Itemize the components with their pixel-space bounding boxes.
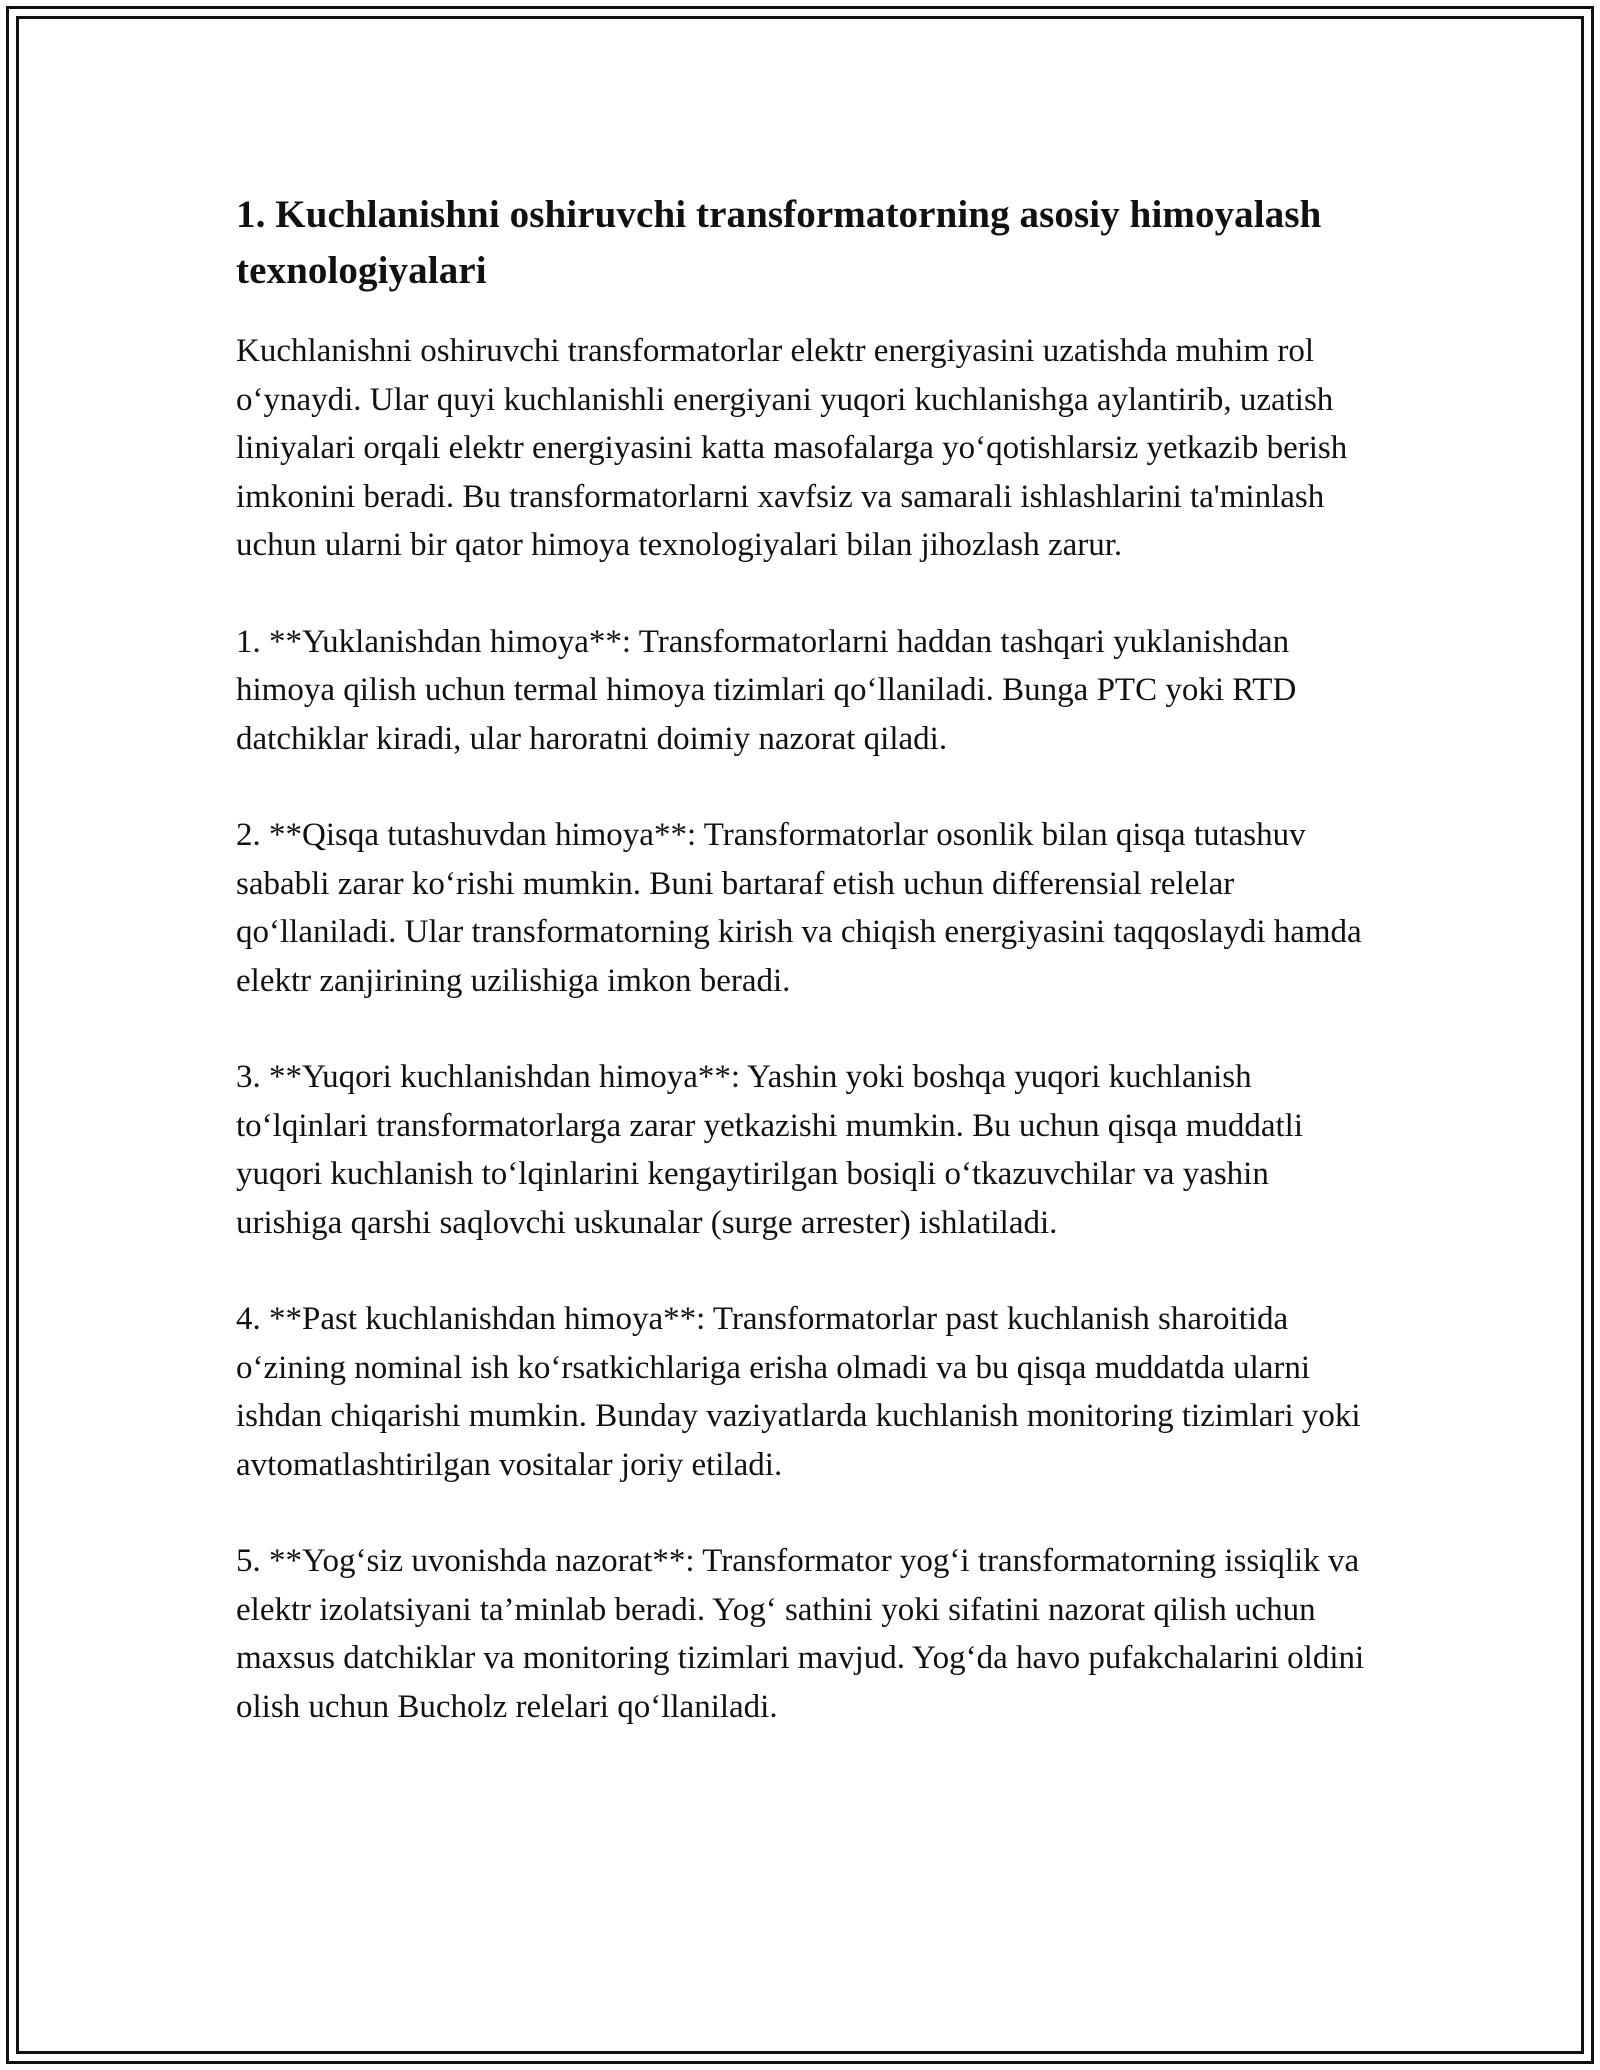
document-title: 1. Kuchlanishni oshiruvchi transformatorning asosiy himoyalash texnologiyalari [236,193,1322,292]
item-overload-protection: 1. **Yuklanishdan himoya**: Transformatorlarni haddan tashqari yuklanishdan himoya qilish uchun termal himoya tizimlari qo‘llaniladi. Bunga PTC yoki RTD datchiklar kiradi, ular haroratni doimiy nazorat qiladi. [236,623,1297,757]
item-overvoltage-protection: 3. **Yuqori kuchlanishdan himoya**: Yashin yoki boshqa yuqori kuchlanish to‘lqinlari transformatorlarga zarar yetkazishi mumkin. Bu uchun qisqa muddatli yuqori kuchlanish to‘lqinlarini kengaytirilgan bosiqli o‘tkazuvchilar va yashin urishiga qarshi saqlovchi uskunalar (surge arrester) ishlatiladi. [236,1059,1304,1241]
item-oil-monitoring: 5. **Yog‘siz uvonishda nazorat**: Transformator yog‘i transformatorning issiqlik va elektr izolatsiyani ta’minlab beradi. Yog‘ sathini yoki sifatini nazorat qilish uchun maxsus datchiklar va monitoring tizimlari mavjud. Yog‘da havo pufakchalarini oldini olish uchun Bucholz relelari qo‘llaniladi. [236,1543,1365,1725]
intro-paragraph: Kuchlanishni oshiruvchi transformatorlar elektr energiyasini uzatishda muhim rol o‘ynaydi. Ular quyi kuchlanishli energiyani yuqori kuchlanishga aylantirib, uzatish liniyalari orqali elektr energiyasini katta masofalarga yo‘qotishlarsiz yetkazib berish imkonini beradi. Bu transformatorlarni xavfsiz va samarali ishlashlarini ta'minlash uchun ularni bir qator himoya texnologiyalari bilan jihozlash zarur. [236,333,1348,563]
document-body [236,187,1376,1779]
item-short-circuit-protection: 2. **Qisqa tutashuvdan himoya**: Transformatorlar osonlik bilan qisqa tutashuv sababli zarar ko‘rishi mumkin. Buni bartaraf etish uchun differensial relelar qo‘llaniladi. Ular transformatorning kirish va chiqish energiyasini taqqoslaydi hamda elektr zanjirining uzilishiga imkon beradi. [236,817,1362,999]
item-undervoltage-protection: 4. **Past kuchlanishdan himoya**: Transformatorlar past kuchlanish sharoitida o‘zining nominal ish ko‘rsatkichlariga erisha olmadi va bu qisqa muddatda ularni ishdan chiqarishi mumkin. Bunday vaziyatlarda kuchlanish monitoring tizimlari yoki avtomatlashtirilgan vositalar joriy etiladi. [236,1301,1361,1483]
